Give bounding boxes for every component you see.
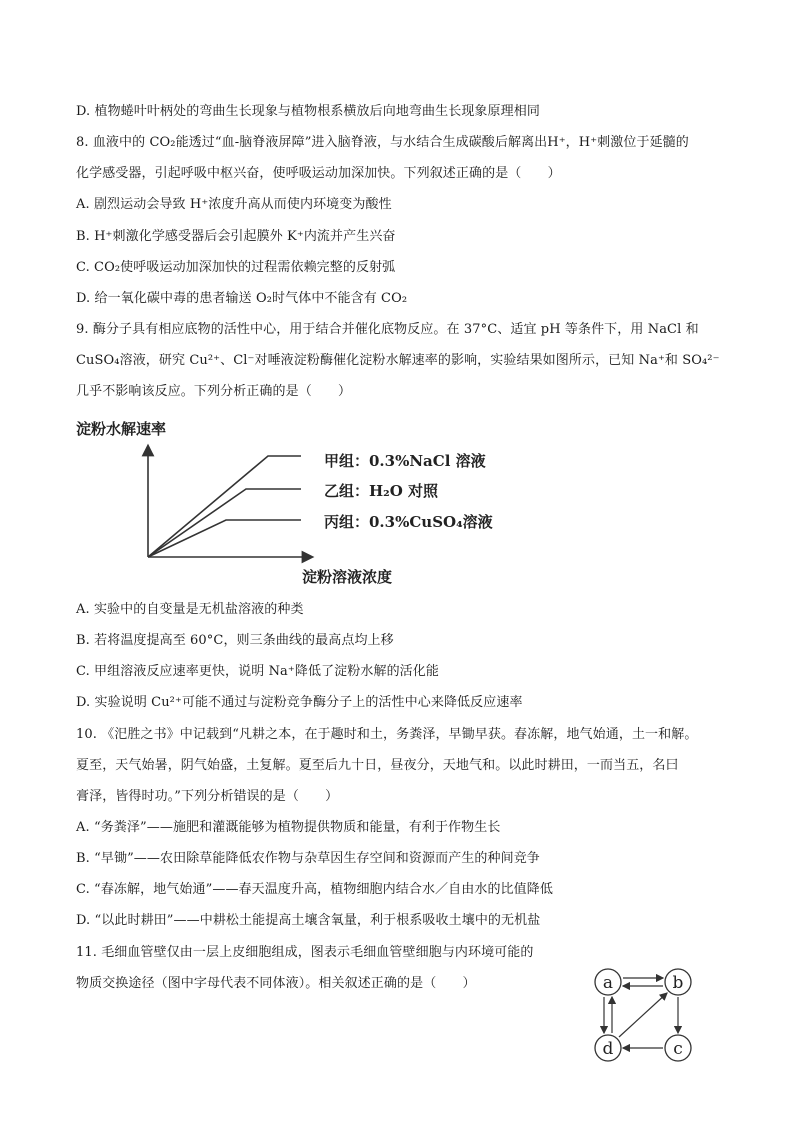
series-label-yi: 乙组：H₂O 对照: [324, 482, 439, 500]
q8-option-c: C. CO₂使呼吸运动加深加快的过程需依赖完整的反射弧: [76, 260, 396, 275]
series-label-jia: 甲组：0.3%NaCl 溶液: [324, 452, 486, 470]
q9-option-b: B. 若将温度提高至 60°C，则三条曲线的最高点均上移: [76, 633, 394, 648]
chart-xlabel: 淀粉溶液浓度: [302, 568, 393, 586]
q8-stem-line2: 化学感受器，引起呼吸中枢兴奋，使呼吸运动加深加快。下列叙述正确的是（ ）: [76, 166, 561, 181]
q10-option-b: B. “早锄”——农田除草能降低农作物与杂草因生存空间和资源而产生的种间竞争: [76, 851, 540, 866]
q10-stem-line1: 10. 《汜胜之书》中记载到“凡耕之本，在于趣时和土，务粪泽，早锄早获。春冻解，地气始通，土一和解。: [76, 727, 698, 742]
q10-option-a: A. “务粪泽”——施肥和灌溉能够为植物提供物质和能量，有利于作物生长: [76, 820, 501, 835]
node-a-label: a: [602, 973, 614, 993]
q9-stem-line3: 几乎不影响该反应。下列分析正确的是（ ）: [76, 384, 352, 399]
q8-stem-line1: 8. 血液中的 CO₂能透过“血-脑脊液屏障”进入脑脊液，与水结合生成碳酸后解离出H⁺，H⁺刺激位于延髓的: [76, 135, 689, 150]
q11-stem-line2: 物质交换途径（图中字母代表不同体液）。相关叙述正确的是（ ）: [76, 976, 476, 991]
starch-hydrolysis-chart: [76, 412, 536, 590]
q10-stem-line2: 夏至，天气始暑，阴气始盛，土复解。夏至后九十日，昼夜分，天地气和。以此时耕田，一而当五，名曰: [76, 758, 679, 773]
chart-ylabel: 淀粉水解速率: [76, 420, 167, 438]
q8-option-d: D. 给一氧化碳中毒的患者输送 O₂时气体中不能含有 CO₂: [76, 291, 408, 306]
node-c-label: c: [673, 1039, 683, 1059]
q10-option-d: D. “以此时耕田”——中耕松土能提高土壤含氧量，利于根系吸收土壤中的无机盐: [76, 913, 541, 928]
q10-option-c: C. “春冻解，地气始通”——春天温度升高，植物细胞内结合水／自由水的比值降低: [76, 882, 553, 897]
q8-option-b: B. H⁺刺激化学感受器后会引起膜外 K⁺内流并产生兴奋: [76, 229, 396, 244]
q10-stem-line3: 膏泽，皆得时功。”下列分析错误的是（ ）: [76, 789, 339, 804]
node-b-label: b: [672, 973, 684, 993]
node-d-label: d: [602, 1039, 614, 1059]
q9-option-a: A. 实验中的自变量是无机盐溶液的种类: [76, 602, 304, 617]
q9-option-c: C. 甲组溶液反应速率更快，说明 Na⁺降低了淀粉水解的活化能: [76, 664, 439, 679]
q11-stem-line1: 11. 毛细血管壁仅由一层上皮细胞组成，图表示毛细血管壁细胞与内环境可能的: [76, 945, 534, 960]
q9-option-d: D. 实验说明 Cu²⁺可能不通过与淀粉竞争酶分子上的活性中心来降低反应速率: [76, 695, 523, 710]
q9-stem-line1: 9. 酶分子具有相应底物的活性中心，用于结合并催化底物反应。在 37°C、适宜 pH 等条件下，用 NaCl 和: [76, 322, 699, 337]
q9-stem-line2: CuSO₄溶液，研究 Cu²⁺、Cl⁻对唾液淀粉酶催化淀粉水解速率的影响，实验结果如图所示，已知 Na⁺和 SO₄²⁻: [76, 353, 720, 368]
q8-option-a: A. 剧烈运动会导致 H⁺浓度升高从而使内环境变为酸性: [76, 197, 392, 212]
series-label-bing: 丙组：0.3%CuSO₄溶液: [324, 513, 493, 531]
body-fluid-diagram: [588, 962, 698, 1066]
arrow-d-to-b: [619, 993, 667, 1037]
q7-option-d: D. 植物蜷叶叶柄处的弯曲生长现象与植物根系横放后向地弯曲生长现象原理相同: [76, 104, 540, 119]
